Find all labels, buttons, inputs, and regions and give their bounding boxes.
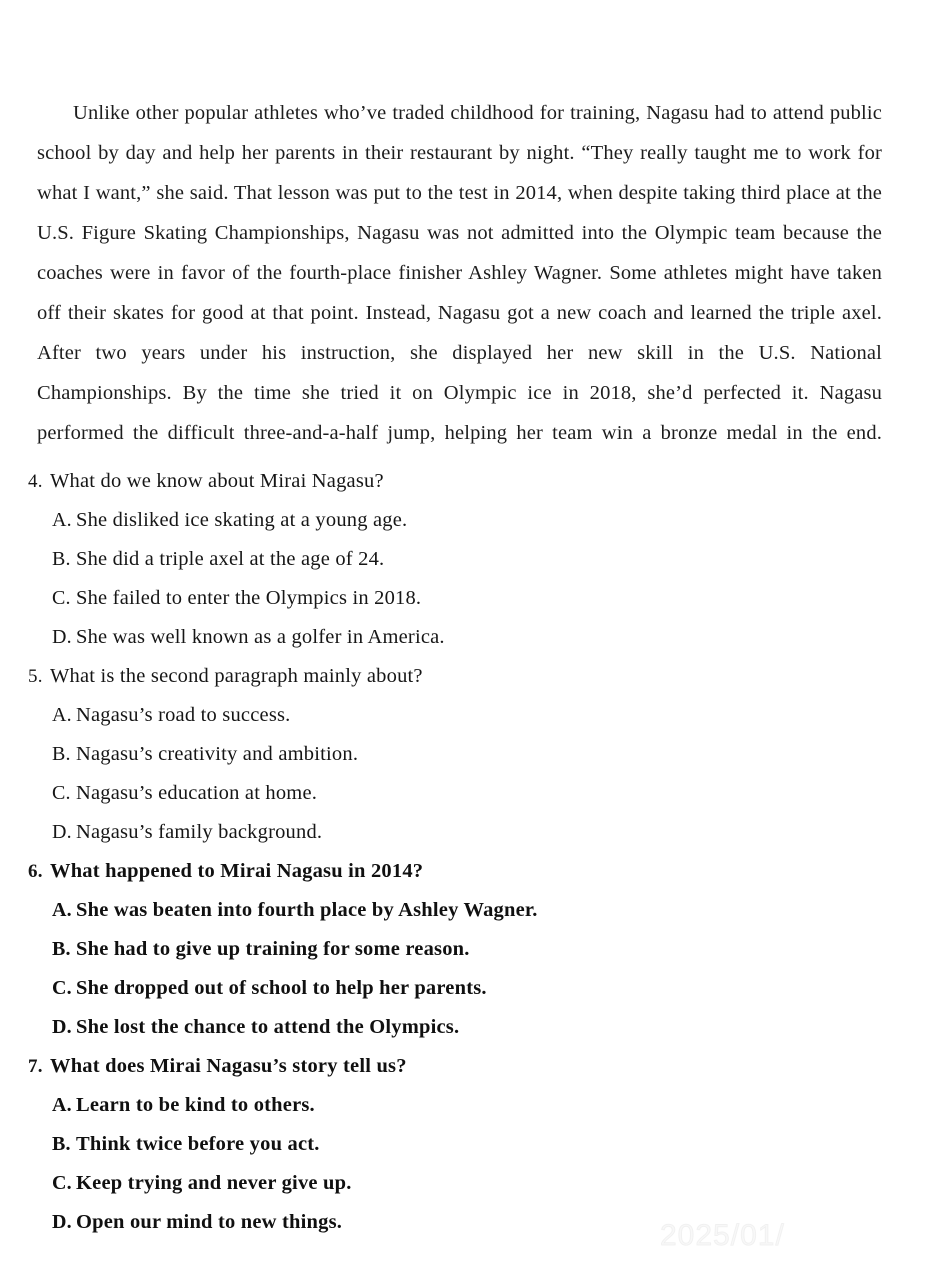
- option-text-7-d: Open our mind to new things.: [76, 1211, 343, 1233]
- option-text-4-c: She failed to enter the Olympics in 2018.: [76, 587, 422, 609]
- question-number-4: 4.: [28, 471, 43, 492]
- option-letter-7-a: A.: [52, 1094, 72, 1116]
- date-watermark: 2025/01/: [660, 1219, 785, 1252]
- question-stem-7: [28, 1047, 908, 1086]
- option-letter-6-b: B.: [52, 938, 71, 960]
- option-text-6-c: She dropped out of school to help her parents.: [76, 977, 487, 999]
- option-text-4-a: She disliked ice skating at a young age.: [76, 509, 408, 531]
- option-6-d[interactable]: [28, 1008, 908, 1047]
- option-letter-7-d: D.: [52, 1211, 72, 1233]
- option-letter-5-c: C.: [52, 782, 71, 804]
- option-5-c[interactable]: [28, 774, 908, 813]
- question-number-5: 5.: [28, 666, 43, 687]
- option-text-4-d: She was well known as a golfer in America.: [76, 626, 445, 648]
- option-letter-6-c: C.: [52, 977, 72, 999]
- option-letter-7-c: C.: [52, 1172, 72, 1194]
- option-letter-4-b: B.: [52, 548, 71, 570]
- option-text-6-d: She lost the chance to attend the Olympics.: [76, 1016, 460, 1038]
- question-stem-6: [28, 852, 908, 891]
- option-4-b[interactable]: [28, 540, 908, 579]
- option-text-4-b: She did a triple axel at the age of 24.: [76, 548, 385, 570]
- option-letter-5-d: D.: [52, 821, 72, 843]
- option-letter-7-b: B.: [52, 1133, 71, 1155]
- option-letter-5-b: B.: [52, 743, 71, 765]
- option-text-6-b: She had to give up training for some reason.: [76, 938, 470, 960]
- passage-paragraph: Unlike other popular athletes who’ve traded childhood for training, Nagasu had to attend public school by day and help her parents in their restaurant by night. “They really taught me to work for what I want,” she said. That lesson was put to the test in 2014, when despite taking third place at the U.S. Figure Skating Championships, Nagasu was not admitted into the Olympic team because the coaches were in favor of the fourth-place finisher Ashley Wagner. Some athletes might have taken off their skates for good at that point. Instead, Nagasu got a new coach and learned the triple axel. After two years under his instruction, she displayed her new skill in the U.S. National Championships. By the time she tried it on Olympic ice in 2018, she’d perfected it. Nagasu performed the difficult three-and-a-half jump, helping her team win a bronze medal in the end.: [37, 101, 882, 444]
- option-4-d[interactable]: [28, 618, 908, 657]
- questions-list: [28, 462, 908, 1242]
- option-letter-6-a: A.: [52, 899, 72, 921]
- option-6-a[interactable]: [28, 891, 908, 930]
- question-group-5: [28, 657, 908, 852]
- question-text-4: What do we know about Mirai Nagasu?: [50, 470, 384, 492]
- question-text-5: What is the second paragraph mainly about?: [50, 665, 423, 687]
- option-text-5-c: Nagasu’s education at home.: [76, 782, 318, 804]
- question-number-7: 7.: [28, 1056, 43, 1077]
- option-6-c[interactable]: [28, 969, 908, 1008]
- option-letter-4-d: D.: [52, 626, 72, 648]
- option-5-b[interactable]: [28, 735, 908, 774]
- option-text-5-a: Nagasu’s road to success.: [76, 704, 291, 726]
- option-letter-6-d: D.: [52, 1016, 72, 1038]
- question-stem-4: [28, 462, 908, 501]
- question-group-4: [28, 462, 908, 657]
- option-text-7-c: Keep trying and never give up.: [76, 1172, 352, 1194]
- option-letter-4-c: C.: [52, 587, 71, 609]
- question-text-7: What does Mirai Nagasu’s story tell us?: [50, 1055, 407, 1077]
- option-7-c[interactable]: [28, 1164, 908, 1203]
- option-letter-5-a: A.: [52, 704, 72, 726]
- option-letter-4-a: A.: [52, 509, 72, 531]
- option-7-d[interactable]: [28, 1203, 908, 1242]
- option-text-5-b: Nagasu’s creativity and ambition.: [76, 743, 359, 765]
- option-5-a[interactable]: [28, 696, 908, 735]
- option-6-b[interactable]: [28, 930, 908, 969]
- option-4-a[interactable]: [28, 501, 908, 540]
- question-group-7: [28, 1047, 908, 1242]
- question-number-6: 6.: [28, 861, 43, 882]
- option-text-6-a: She was beaten into fourth place by Ashley Wagner.: [76, 899, 538, 921]
- question-text-6: What happened to Mirai Nagasu in 2014?: [50, 860, 424, 882]
- option-5-d[interactable]: [28, 813, 908, 852]
- question-stem-5: [28, 657, 908, 696]
- option-text-7-b: Think twice before you act.: [76, 1133, 320, 1155]
- option-4-c[interactable]: [28, 579, 908, 618]
- option-7-b[interactable]: [28, 1125, 908, 1164]
- option-text-5-d: Nagasu’s family background.: [76, 821, 323, 843]
- option-text-7-a: Learn to be kind to others.: [76, 1094, 315, 1116]
- question-group-6: [28, 852, 908, 1047]
- option-7-a[interactable]: [28, 1086, 908, 1125]
